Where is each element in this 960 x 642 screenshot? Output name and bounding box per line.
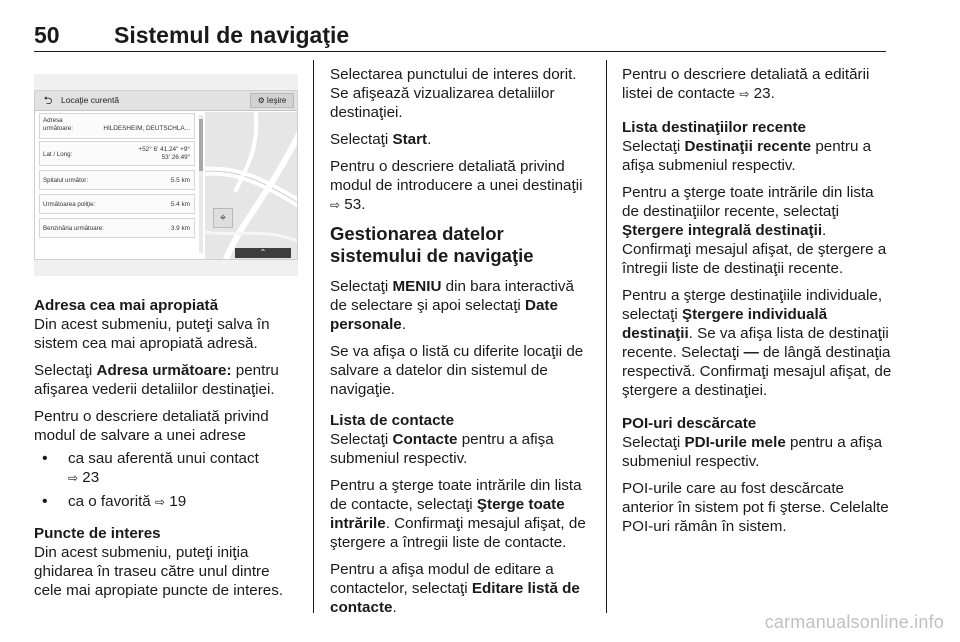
- screen-figure: [34, 74, 298, 276]
- menu-item-ref: Start: [392, 131, 428, 148]
- page-ref-icon: ⇨: [68, 471, 79, 485]
- bullet-list: [34, 449, 300, 512]
- paragraph: Pentru a afişa modul de editare a contactelor, selectaţi Editare listă de contacte.: [330, 561, 580, 616]
- paragraph: POI-urile care au fost descărcate anterior în sistem pot fi şterse. Celelalte POI-uri rămân în sistem.: [622, 480, 889, 535]
- paragraph: Pentru a şterge toate intrările din lista de destinaţiilor recente, selectaţi Ştergere integrală destinaţii. Confirmaţi mesajul afişat, de ştergere a întregii liste de destinaţii recente.: [622, 184, 887, 277]
- scrollbar[interactable]: [199, 115, 203, 253]
- page-ref[interactable]: 19: [169, 493, 187, 510]
- paragraph: Selectaţi Destinaţii recente pentru a afişa submeniul respectiv.: [622, 138, 872, 174]
- page-number: 50: [34, 22, 60, 48]
- paragraph: Selectaţi MENIU din bara interactivă de selectare şi apoi selectaţi Date personale.: [330, 278, 574, 333]
- exit-label: Ieşire: [266, 96, 287, 105]
- paragraph: Din acest submeniu, puteţi salva în sistem cea mai apropiată adresă.: [34, 316, 270, 352]
- map-roads: [205, 112, 297, 260]
- list-item[interactable]: [39, 170, 195, 190]
- item-label: Spitalul următor:: [43, 177, 89, 184]
- paragraph: Pentru o descriere detaliată a editării listei de contacte ⇨ 23.: [622, 66, 870, 102]
- item-label: Adresa următoare:: [43, 117, 73, 132]
- column-middle: [330, 65, 592, 625]
- item-value: 5.4 km: [170, 201, 190, 208]
- back-arrow-icon[interactable]: ⮌: [43, 95, 53, 107]
- crosshair-icon[interactable]: ⌖: [213, 208, 233, 228]
- chevron-up-icon[interactable]: ⌃: [235, 248, 291, 258]
- paragraph: Pentru a şterge toate intrările din lista de contacte, selectaţi Şterge toate intrările. Confirmaţi mesajul afişat, de ştergere a întregii liste de contacte.: [330, 477, 586, 551]
- list-item: • ca o favorită ⇨ 19: [34, 492, 300, 512]
- watermark: carmanualsonline.info: [764, 612, 944, 632]
- list-item[interactable]: [39, 141, 195, 166]
- page-ref-icon: ⇨: [739, 87, 750, 101]
- item-label: Următoarea poliţie:: [43, 201, 96, 208]
- list-item[interactable]: [39, 218, 195, 238]
- item-value: 3.9 km: [170, 225, 190, 232]
- page-ref[interactable]: 23.: [753, 85, 775, 102]
- column-left: [34, 296, 300, 608]
- section-heading: Puncte de interes: [34, 525, 161, 542]
- map-view[interactable]: [205, 112, 297, 260]
- column-divider: [313, 60, 314, 613]
- paragraph: Selectaţi Adresa următoare: pentru afişarea vederii detaliilor destinaţiei.: [34, 362, 279, 398]
- page-ref-icon: ⇨: [330, 198, 341, 212]
- paragraph: Pentru o descriere detaliată privind modul de introducere a unei destinaţii ⇨ 53.: [330, 158, 583, 213]
- menu-item-ref: Date personale: [330, 297, 558, 333]
- menu-item-ref: MENIU: [392, 278, 442, 295]
- column-right: [622, 65, 892, 544]
- section-heading: Lista de contacte: [330, 412, 455, 429]
- paragraph: Pentru a şterge destinaţiile individuale, selectaţi Ştergere individuală destinaţii. Se va afişa lista de destinaţii recente. Selectaţi — de lângă destinaţia respectivă. Confirmaţi mesajul afişat, de ştergere a destinaţiei.: [622, 287, 892, 399]
- menu-item-ref: PDI-urile mele: [684, 434, 786, 451]
- menu-item-ref: Ştergere individuală destinaţii: [622, 306, 828, 342]
- section-heading: POI-uri descărcate: [622, 415, 757, 432]
- screen-title: Locaţie curentă: [61, 95, 120, 105]
- paragraph: Selectaţi PDI-urile mele pentru a afişa submeniul respectiv.: [622, 434, 883, 470]
- item-label: Benzinăria următoare:: [43, 225, 104, 232]
- section-heading: Gestionarea datelor sistemului de navigaţie: [330, 223, 534, 266]
- exit-button[interactable]: [250, 93, 294, 108]
- paragraph: Selectaţi Contacte pentru a afişa submeniul respectiv.: [330, 431, 554, 467]
- screen-topbar: [35, 91, 297, 111]
- item-value: HILDESHEIM, DEUTSCHLA...: [103, 125, 190, 132]
- menu-item-ref: Ştergere integrală destinaţii: [622, 222, 823, 239]
- list-item[interactable]: [39, 194, 195, 214]
- gear-icon: ⚙: [257, 96, 265, 105]
- paragraph: Se va afişa o listă cu diferite locaţii de salvare a datelor din sistemul de navigaţie.: [330, 343, 584, 398]
- device-screen: [34, 90, 298, 260]
- item-value: 5.5 km: [170, 177, 190, 184]
- minus-icon: —: [743, 344, 759, 361]
- paragraph: Din acest submeniu, puteţi iniţia ghidarea în traseu către unul dintre cele mai apropiate puncte de interes.: [34, 544, 284, 599]
- paragraph: Pentru o descriere detaliată privind modul de salvare a unei adrese: [34, 408, 269, 444]
- page-ref-icon: ⇨: [154, 495, 166, 509]
- menu-item-ref: Şterge toate intrările: [330, 496, 565, 532]
- paragraph: Selectaţi Start.: [330, 131, 432, 148]
- scrollbar-thumb[interactable]: [199, 119, 203, 171]
- list-item[interactable]: [39, 113, 195, 139]
- menu-item-ref: Contacte: [392, 431, 458, 448]
- section-heading: Lista destinaţiilor recente: [622, 119, 806, 136]
- list-item: • ca sau aferentă unui contact ⇨ 23: [34, 449, 300, 488]
- section-heading: Adresa cea mai apropiată: [34, 297, 219, 314]
- page-header: [34, 22, 886, 52]
- menu-item-ref: Adresa următoare:: [96, 362, 232, 379]
- page-ref[interactable]: 53.: [344, 196, 366, 213]
- item-value: +52° 6' 41.24" +9° 53' 26.49": [138, 146, 190, 161]
- menu-item-ref: Editare listă de contacte: [330, 580, 580, 616]
- paragraph: Selectarea punctului de interes dorit. Se afişează vizualizarea detaliilor destinaţiei.: [330, 66, 577, 121]
- page-title: Sistemul de navigaţie: [114, 22, 350, 48]
- column-divider: [606, 60, 607, 613]
- page-ref[interactable]: 23: [82, 469, 100, 486]
- item-label: Lat / Long:: [43, 151, 73, 158]
- menu-item-ref: Destinaţii recente: [684, 138, 812, 155]
- location-list: [39, 113, 195, 240]
